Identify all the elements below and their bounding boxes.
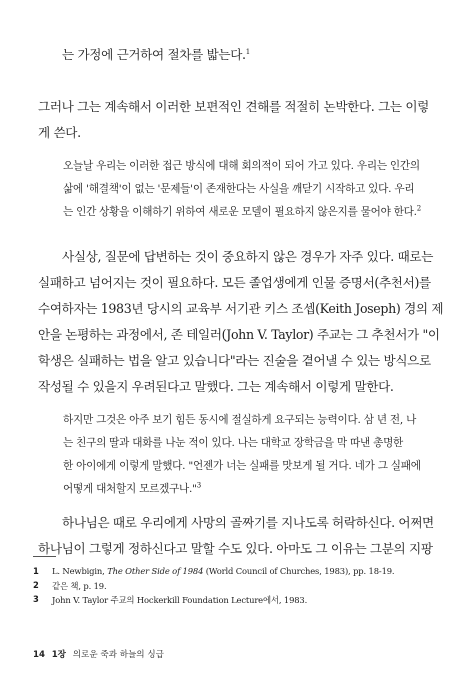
footnote-text: John V. Taylor 주교의 Hockerkill Foundation Lecture에서, 1983. <box>52 595 308 605</box>
body-line: 수여하자는 1983년 당시의 교육부 서기관 키스 조셉(Keith Joseph) 경의 제 <box>38 301 444 316</box>
footnote-number: 1 <box>33 566 39 576</box>
body-line: 하나님이 그렇게 정하신다고 말할 수도 있다. 아마도 그 이유는 그분의 지팡 <box>38 541 433 556</box>
body-line: 는 가정에 근거하여 절차를 밟는다.$^1$ <box>62 47 250 62</box>
quote-line: 는 친구의 딸과 대화를 나눈 적이 있다. 나는 대학교 장학금을 막 따낸 총명한 <box>63 437 404 449</box>
quote-line: 어떻게 대처할지 모르겠구나."$^3$ <box>63 481 201 495</box>
footnote-divider <box>33 556 56 557</box>
body-line: 작성될 수 있을지 우려된다고 말했다. 그는 계속해서 이렇게 말한다. <box>38 379 394 394</box>
body-line: 게 쓴다. <box>38 125 81 140</box>
footnote-ref: 3 <box>196 481 201 490</box>
footnote-ref: 2 <box>416 204 421 213</box>
footnote-number: 3 <box>33 594 39 604</box>
body-line: 학생은 실패하는 법을 알고 있습니다"라는 진술을 곁어낼 수 있는 방식으로 <box>38 353 431 368</box>
quote-line: 는 인간 상황을 이해하기 위하여 새로운 모델이 필요하지 않은지를 물어야 한다.$^2$ <box>63 204 421 218</box>
body-line: 사실상, 질문에 답변하는 것이 중요하지 않은 경우가 자주 있다. 때로는 <box>62 249 434 264</box>
chapter-label: 1장 <box>51 650 66 660</box>
page-footer <box>33 648 164 660</box>
footnote-text: L. Newbigin, The Other Side of 1984 (World Council of Churches, 1983), pp. 18-19. <box>52 566 395 576</box>
page-number: 14 <box>33 650 45 660</box>
body-line: 그러나 그는 계속해서 이러한 보편적인 견해를 적절히 논박한다. 그는 이렇 <box>38 99 429 114</box>
quote-line: 오늘날 우리는 이러한 접근 방식에 대해 회의적이 되어 가고 있다. 우리는 인간의 <box>63 160 420 172</box>
chapter-title: 의로운 죽과 하늘의 싱급 <box>72 650 164 660</box>
quote-line: 삶에 '해결책'이 없는 '문제들'이 존재한다는 사실을 깨닫기 시작하고 있다. 우리 <box>63 183 415 195</box>
quote-line: 하지만 그것은 아주 보기 힘든 동시에 절실하게 요구되는 능력이다. 삼 년 전, 나 <box>63 414 417 426</box>
body-line: 안을 논평하는 과정에서, 존 테일러(John V. Taylor) 주교는 그 추천서가 "이 <box>38 327 440 342</box>
footnote-text: 같은 책, p. 19. <box>52 581 107 591</box>
footnote-book-title: The Other Side of 1984 <box>107 566 204 576</box>
footnote-ref: 1 <box>245 47 250 56</box>
footnote-number: 2 <box>33 580 39 590</box>
body-line: 하나님은 때로 우리에게 사망의 골짜기를 지나도록 허락하신다. 어쩌면 <box>62 515 434 530</box>
quote-line: 한 아이에게 이렇게 말했다. "언젠가 너는 실패를 맛보게 될 거다. 네가 그 실패에 <box>63 460 421 472</box>
body-line: 실패하고 넘어지는 것이 필요하다. 모든 졸업생에게 인물 증명서(추천서)를 <box>38 275 431 290</box>
